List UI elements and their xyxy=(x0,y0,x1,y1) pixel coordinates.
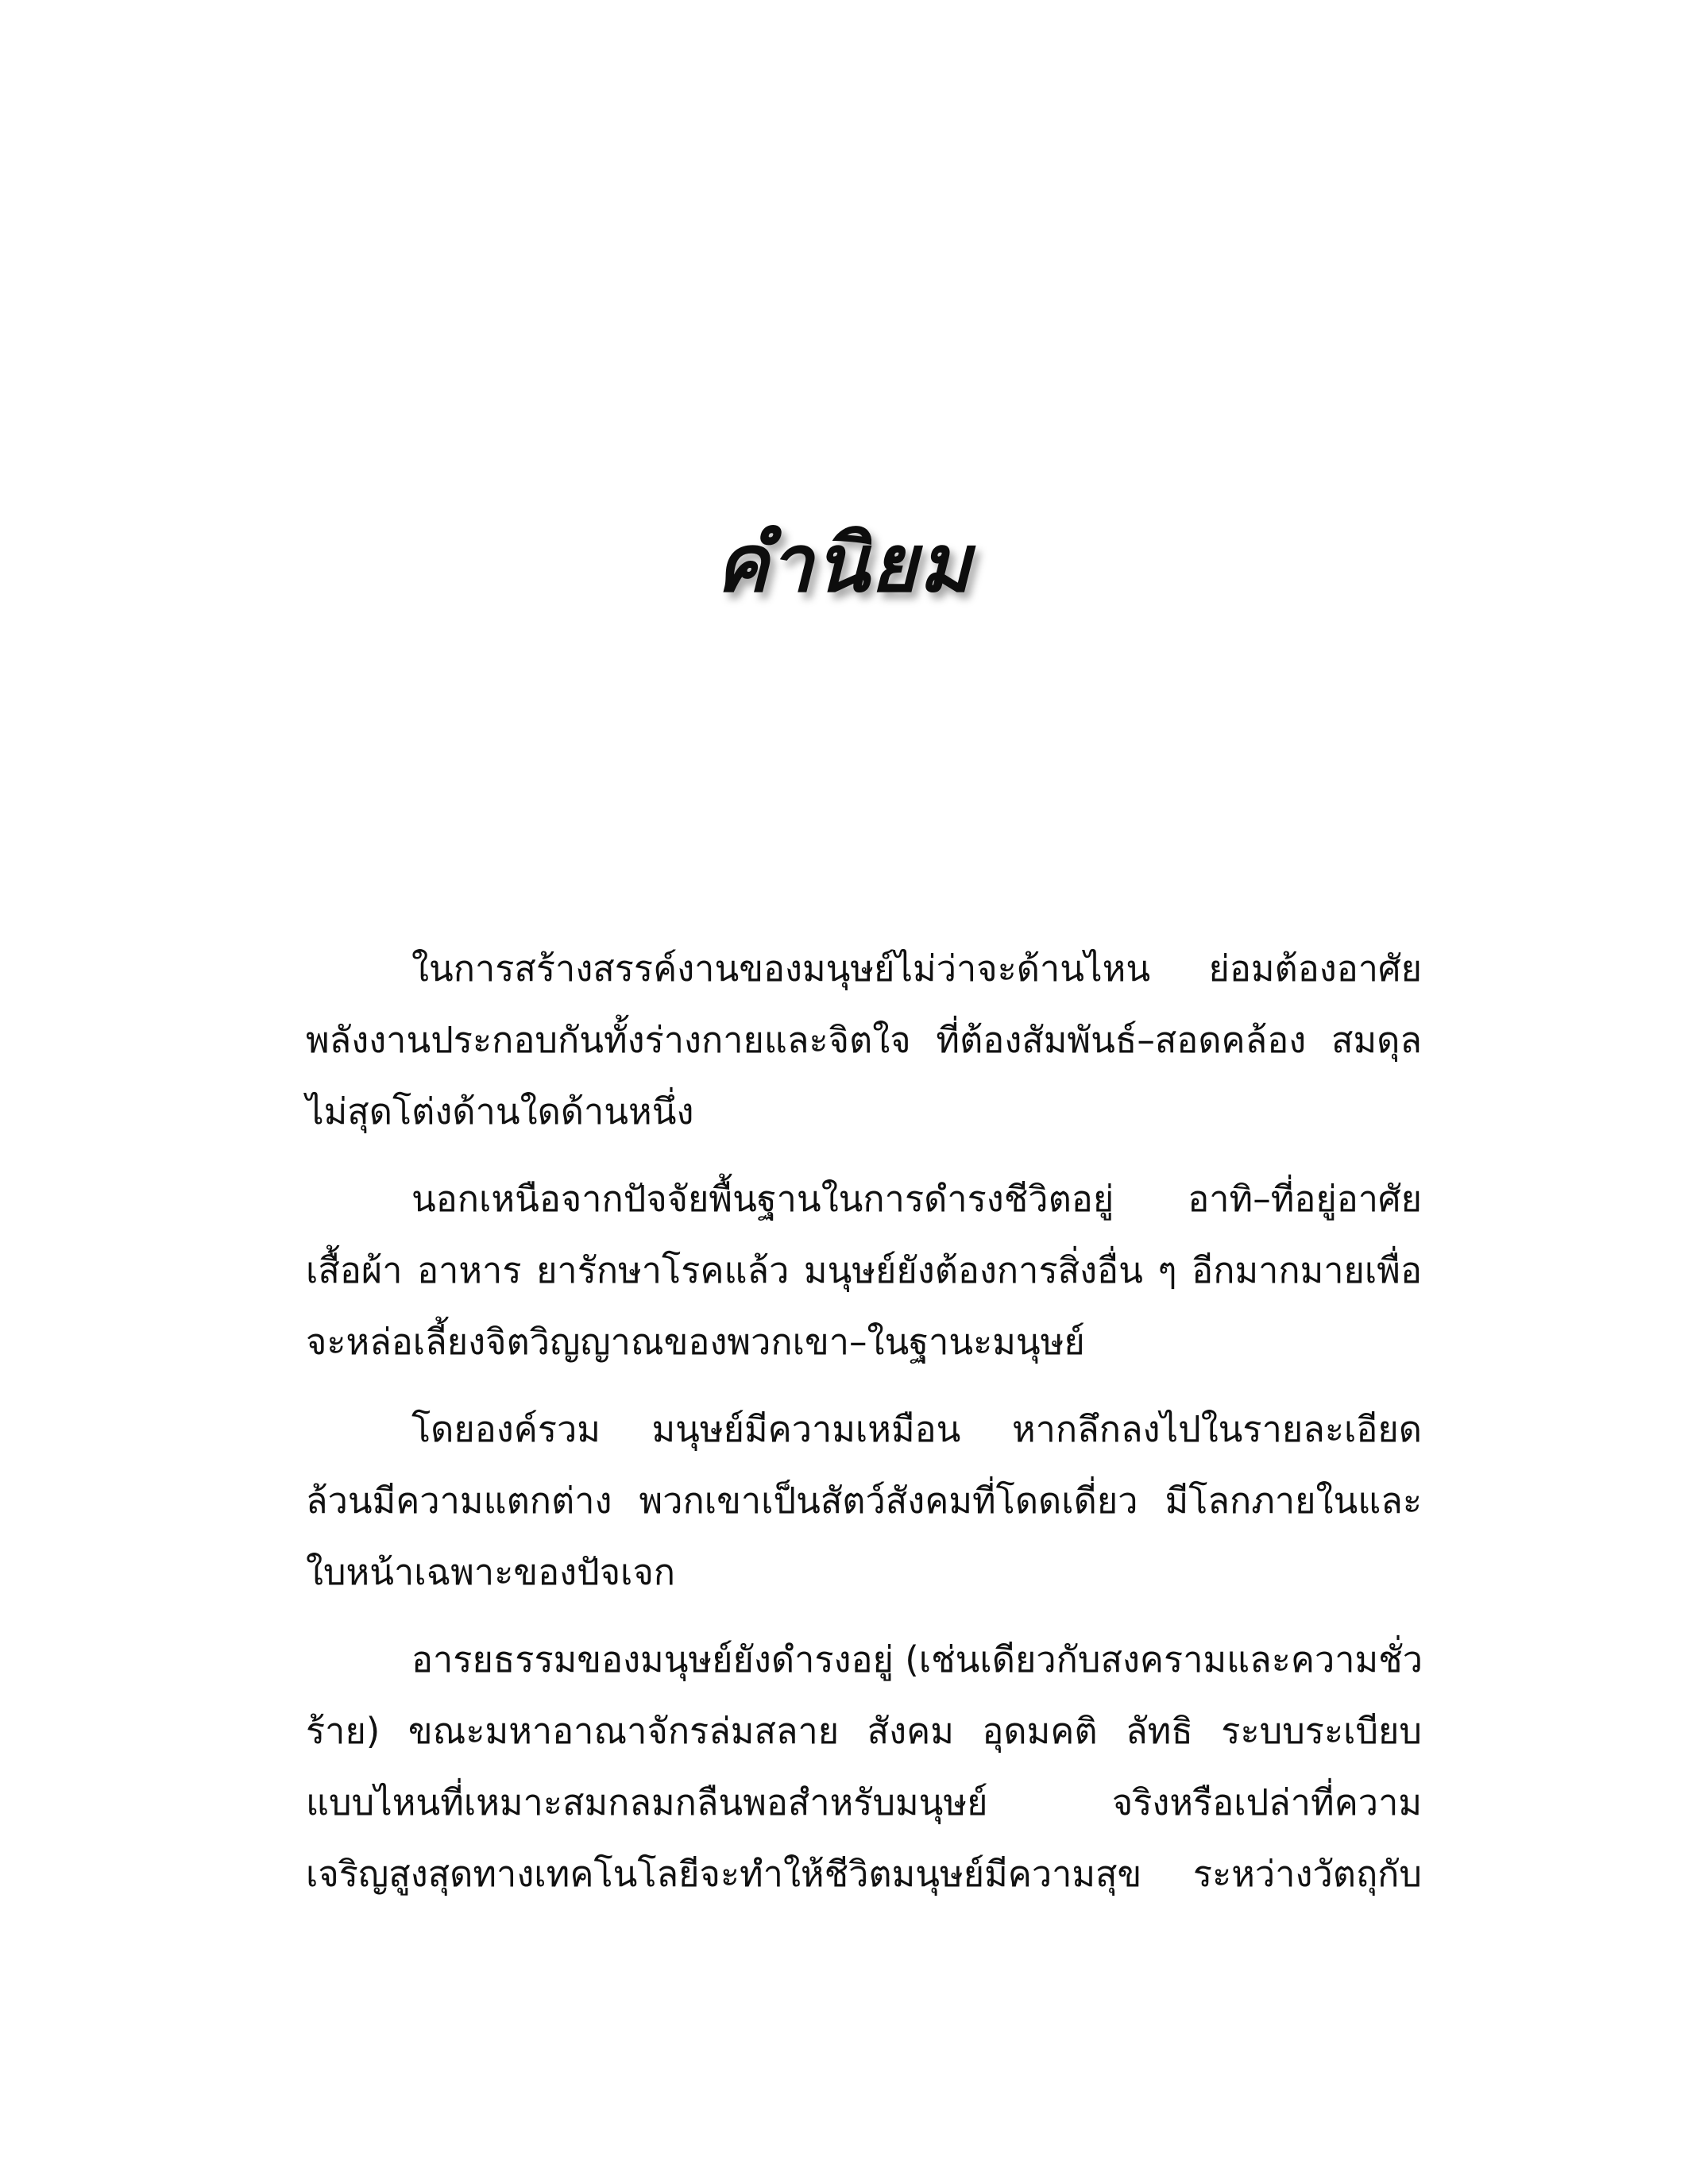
paragraph-line: ล้วนมีความแตกต่าง พวกเขาเป็นสัตว์สังคมที่โดดเดี่ยว มีโลกภายในและ xyxy=(306,1480,1422,1522)
paragraph-line: โดยองค์รวม มนุษย์มีความเหมือน หากลึกลงไปในรายละเอียด xyxy=(411,1408,1422,1450)
paragraph-line: จะหล่อเลี้ยงจิตวิญญาณของพวกเขา–ในฐานะมนุษย์ xyxy=(306,1321,1085,1363)
body-text xyxy=(306,933,1422,1926)
paragraph-line: ไม่สุดโต่งด้านใดด้านหนึ่ง xyxy=(306,1090,694,1133)
paragraph-line: พลังงานประกอบกันทั้งร่างกายและจิตใจ ที่ต้องสัมพันธ์–สอดคล้อง สมดุล xyxy=(306,1019,1422,1061)
paragraph-line: อารยธรรมของมนุษย์ยังดำรงอยู่ (เช่นเดียวกับสงครามและความชั่ว xyxy=(411,1638,1423,1680)
paragraph-line: แบบไหนที่เหมาะสมกลมกลืนพอสำหรับมนุษย์ จริงหรือเปล่าที่ความ xyxy=(306,1781,1422,1823)
paragraph-line: เสื้อผ้า อาหาร ยารักษาโรคแล้ว มนุษย์ยังต้องการสิ่งอื่น ๆ อีกมากมายเพื่อ xyxy=(306,1249,1422,1291)
paragraph-3 xyxy=(306,1394,1422,1608)
paragraph-line: ในการสร้างสรรค์งานของมนุษย์ไม่ว่าจะด้านไหน ย่อมต้องอาศัย xyxy=(411,947,1422,990)
paragraph-line: นอกเหนือจากปัจจัยพื้นฐานในการดำรงชีวิตอยู่ อาทิ–ที่อยู่อาศัย xyxy=(411,1178,1422,1220)
paragraph-line: ใบหน้าเฉพาะของปัจเจก xyxy=(306,1551,676,1593)
paragraph-line: เจริญสูงสุดทางเทคโนโลยีจะทำให้ชีวิตมนุษย์มีความสุข ระหว่างวัตถุกับ xyxy=(306,1853,1422,1895)
paragraph-1 xyxy=(306,933,1422,1148)
paragraph-line: ร้าย) ขณะมหาอาณาจักรล่มสลาย สังคม อุดมคติ ลัทธิ ระบบระเบียบ xyxy=(306,1710,1422,1752)
paragraph-4 xyxy=(306,1624,1422,1910)
page-title: คำนิยม xyxy=(715,517,973,610)
paragraph-2 xyxy=(306,1163,1422,1378)
